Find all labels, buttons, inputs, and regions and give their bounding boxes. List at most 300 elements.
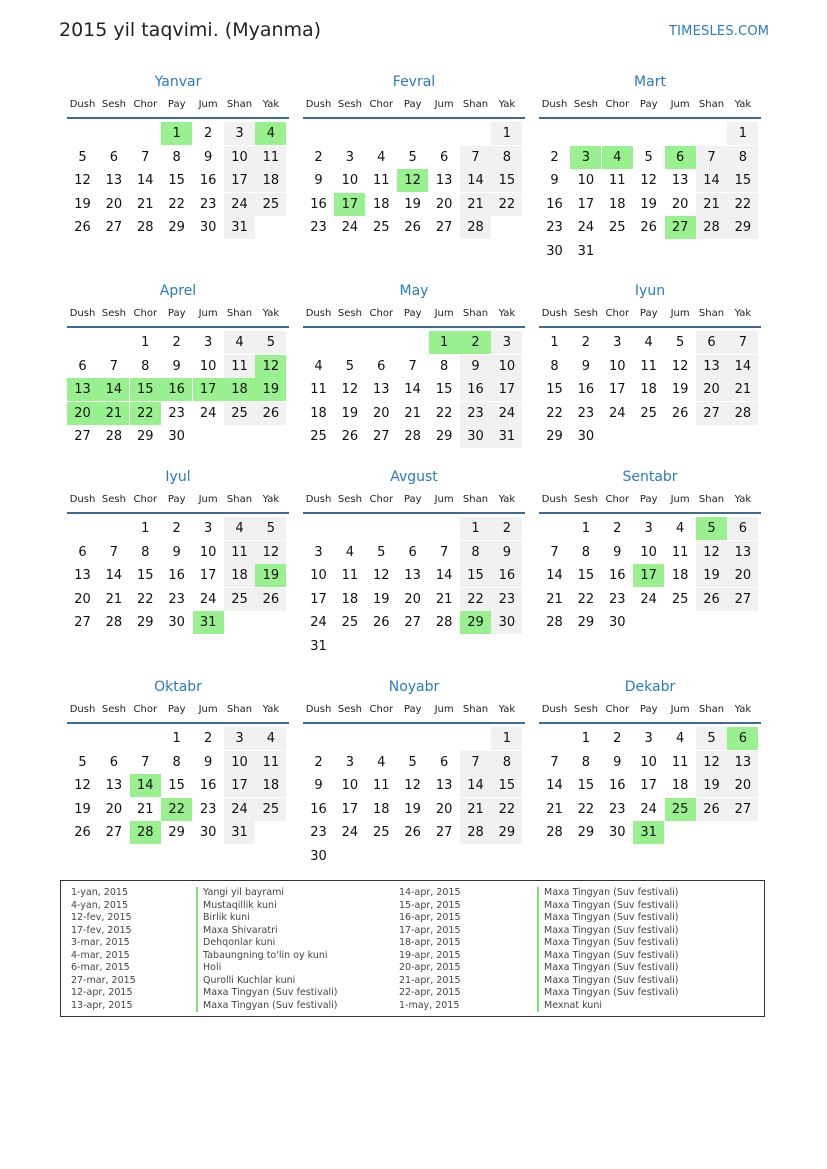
day-cell: 9	[314, 778, 323, 794]
weekday-label: Yak	[734, 99, 752, 110]
day-cell: 11	[373, 778, 390, 794]
day-cell: 21	[696, 193, 727, 216]
day-cell: 7	[460, 146, 491, 169]
day-cell: 24	[199, 405, 217, 421]
day-cell: 17	[609, 382, 626, 398]
day-cell: 31	[224, 821, 255, 844]
day-cell: 10	[491, 355, 522, 378]
day-cell: 28	[460, 821, 491, 844]
day-cell: 9	[550, 173, 559, 189]
legend-date: 21-apr, 2015	[399, 974, 461, 986]
day-cell: 19	[696, 564, 727, 587]
weekday-label: Pay	[167, 704, 186, 715]
day-cell: 22	[727, 193, 758, 216]
day-cell: 26	[640, 220, 657, 236]
day-cell: 2	[613, 731, 622, 746]
weekday-label: Chor	[369, 99, 394, 110]
weekday-label: Sesh	[573, 494, 598, 505]
day-cell: 8	[439, 358, 449, 374]
weekday-label: Yak	[734, 704, 752, 715]
weekday-label: Jum	[198, 494, 218, 505]
weekday-label: Sesh	[101, 494, 126, 505]
weekday-label: Dush	[69, 308, 96, 319]
weekday-label: Pay	[167, 494, 186, 505]
weekday-label: Sesh	[337, 308, 362, 319]
weekday-label: Shan	[226, 704, 253, 715]
day-cell: 10	[640, 754, 657, 770]
day-cell: 12	[373, 568, 390, 584]
day-cell: 6	[696, 331, 727, 354]
day-cell: 25	[310, 429, 327, 445]
day-cell: 12	[341, 382, 359, 398]
day-cell: 14	[404, 382, 421, 398]
day-cell: 2	[613, 521, 622, 536]
day-cell: 7	[408, 358, 417, 374]
legend-date: 12-fev, 2015	[71, 912, 132, 923]
day-cell: 13	[74, 568, 91, 584]
weekday-label: Yak	[262, 494, 280, 505]
weekday-label: Chor	[369, 494, 394, 505]
legend-holiday-name: Yangi yil bayrami	[196, 887, 338, 900]
weekday-label: Jum	[434, 494, 454, 505]
day-cell: 3	[224, 122, 255, 145]
day-cell: 20	[727, 774, 758, 797]
weekday-label: Dush	[305, 99, 332, 110]
weekday-label: Shan	[462, 704, 489, 715]
day-cell: 1	[581, 731, 591, 746]
day-cell: 19	[74, 196, 91, 212]
day-cell: 22	[491, 798, 522, 821]
month-divider	[303, 512, 525, 514]
day-cell: 8	[491, 751, 522, 774]
day-cell: 26	[74, 220, 91, 236]
holiday-day-cell: 31	[633, 821, 664, 844]
day-cell: 12	[74, 778, 91, 794]
weekday-label: Jum	[670, 494, 690, 505]
day-cell: 9	[581, 358, 591, 374]
day-cell: 10	[609, 358, 626, 374]
day-cell: 31	[491, 425, 522, 448]
weekday-label: Yak	[498, 494, 516, 505]
day-cell: 11	[640, 358, 657, 374]
day-cell: 11	[671, 754, 689, 770]
holiday-day-cell: 31	[193, 611, 224, 634]
weekday-label: Pay	[403, 308, 422, 319]
day-cell: 18	[310, 405, 327, 421]
month-name: Fevral	[392, 74, 436, 90]
day-cell: 16	[199, 173, 217, 189]
day-cell: 13	[105, 173, 123, 189]
weekday-label: Dush	[541, 308, 568, 319]
day-cell: 27	[74, 429, 91, 445]
holiday-day-cell: 1	[429, 331, 460, 354]
day-cell: 14	[137, 173, 154, 189]
holiday-day-cell: 12	[397, 169, 428, 192]
weekday-header	[67, 99, 289, 115]
day-cell: 9	[203, 149, 213, 165]
day-cell: 22	[491, 193, 522, 216]
holiday-day-cell: 17	[334, 193, 365, 216]
weekday-label: Dush	[305, 704, 332, 715]
legend-holiday-name: Maxa Tingyan (Suv festivali)	[537, 887, 679, 900]
holiday-day-cell: 13	[67, 378, 98, 401]
month-divider	[303, 326, 525, 328]
day-cell: 15	[577, 778, 595, 794]
weekday-label: Jum	[198, 704, 218, 715]
day-cell: 24	[491, 402, 522, 425]
day-cell: 13	[696, 355, 727, 378]
month-divider	[539, 512, 761, 514]
brand-link[interactable]: TIMESLES.COM	[669, 24, 770, 39]
legend-date: 6-mar, 2015	[71, 962, 130, 973]
day-cell: 28	[105, 429, 123, 445]
day-cell: 30	[168, 429, 185, 445]
day-cell: 27	[74, 615, 91, 631]
holiday-day-cell: 21	[98, 402, 129, 425]
day-cell: 12	[404, 778, 421, 794]
legend-holiday-name: Tabaungning to'lin oy kuni	[196, 950, 338, 963]
day-cell: 20	[404, 591, 421, 607]
day-cell: 31	[310, 639, 327, 654]
day-cell: 20	[105, 801, 123, 817]
legend-holiday-name: Maxa Tingyan (Suv festivali)	[537, 962, 679, 975]
weekday-label: Chor	[133, 99, 158, 110]
day-cell: 25	[609, 220, 626, 236]
holiday-day-cell: 25	[665, 798, 696, 821]
weekday-label: Jum	[434, 99, 454, 110]
month-divider	[67, 722, 289, 724]
legend-date: 1-yan, 2015	[71, 887, 128, 898]
weekday-label: Pay	[167, 308, 186, 319]
day-cell: 20	[727, 564, 758, 587]
day-cell: 30	[460, 425, 491, 448]
weekday-header	[303, 308, 525, 324]
day-cell: 24	[577, 220, 595, 236]
day-cell: 21	[137, 801, 154, 817]
day-cell: 20	[696, 378, 727, 401]
day-cell: 9	[613, 544, 622, 560]
day-cell: 15	[435, 382, 453, 398]
weekday-label: Chor	[133, 704, 158, 715]
day-cell: 1	[141, 521, 150, 536]
holiday-day-cell: 27	[665, 216, 696, 239]
weekday-label: Dush	[541, 704, 568, 715]
holiday-day-cell: 17	[633, 564, 664, 587]
day-cell: 26	[671, 405, 689, 421]
day-cell: 4	[224, 331, 255, 354]
weekday-label: Shan	[698, 704, 725, 715]
day-cell: 18	[373, 196, 390, 212]
day-cell: 21	[435, 591, 453, 607]
day-cell: 15	[168, 778, 185, 794]
day-cell: 15	[491, 774, 522, 797]
day-cell: 6	[727, 517, 758, 540]
weekday-label: Sesh	[573, 704, 598, 715]
day-cell: 12	[671, 358, 689, 374]
day-cell: 17	[577, 196, 595, 212]
weekday-label: Jum	[670, 704, 690, 715]
day-cell: 8	[141, 544, 150, 560]
day-cell: 14	[546, 778, 563, 794]
holiday-day-cell: 16	[161, 378, 192, 401]
day-cell: 14	[435, 568, 453, 584]
weekday-label: Yak	[262, 99, 280, 110]
day-cell: 29	[577, 825, 595, 841]
day-cell: 23	[199, 801, 217, 817]
day-cell: 6	[377, 358, 386, 374]
day-cell: 4	[675, 731, 685, 746]
day-cell: 6	[78, 358, 87, 374]
day-cell: 23	[199, 196, 217, 212]
day-cell: 8	[491, 146, 522, 169]
month-divider	[303, 722, 525, 724]
day-cell: 16	[460, 378, 491, 401]
day-cell: 25	[341, 615, 359, 631]
holiday-day-cell: 29	[460, 611, 491, 634]
day-cell: 29	[137, 615, 154, 631]
day-cell: 23	[491, 588, 522, 611]
weekday-label: Sesh	[337, 99, 362, 110]
day-cell: 28	[460, 216, 491, 239]
month-name: Noyabr	[388, 679, 440, 695]
day-cell: 19	[74, 801, 91, 817]
legend-date: 4-mar, 2015	[71, 949, 130, 961]
day-cell: 10	[310, 568, 327, 584]
weekday-header	[303, 704, 525, 720]
day-cell: 30	[199, 220, 217, 236]
month-divider	[67, 512, 289, 514]
weekday-label: Chor	[605, 704, 630, 715]
day-cell: 25	[373, 220, 390, 236]
day-cell: 2	[203, 126, 213, 141]
month-name: May	[399, 283, 429, 299]
day-cell: 28	[546, 825, 563, 841]
day-cell: 8	[172, 149, 181, 165]
day-cell: 14	[696, 169, 727, 192]
holiday-day-cell: 6	[727, 727, 758, 750]
day-cell: 19	[341, 405, 359, 421]
weekday-label: Shan	[226, 308, 253, 319]
day-cell: 25	[255, 193, 286, 216]
day-cell: 14	[727, 355, 758, 378]
legend-date: 27-mar, 2015	[71, 974, 136, 986]
day-cell: 10	[341, 173, 359, 189]
legend-holiday-name: Maxa Tingyan (Suv festivali)	[537, 925, 679, 938]
weekday-label: Chor	[605, 494, 630, 505]
month-name: Aprel	[159, 283, 197, 299]
legend-holiday-name: Mexnat kuni	[537, 1000, 679, 1013]
day-cell: 4	[255, 727, 286, 750]
day-cell: 9	[460, 355, 491, 378]
day-cell: 4	[345, 544, 355, 560]
weekday-label: Chor	[369, 308, 394, 319]
day-cell: 7	[439, 544, 449, 560]
day-cell: 8	[172, 754, 181, 770]
month-divider	[303, 117, 525, 119]
day-cell: 19	[373, 591, 390, 607]
weekday-header	[67, 704, 289, 720]
day-cell: 14	[546, 568, 563, 584]
weekday-label: Sesh	[337, 494, 362, 505]
holiday-day-cell: 28	[130, 821, 161, 844]
day-cell: 7	[460, 751, 491, 774]
weekday-label: Sesh	[101, 308, 126, 319]
day-cell: 20	[435, 801, 453, 817]
weekday-label: Jum	[198, 308, 218, 319]
day-cell: 27	[727, 798, 758, 821]
month-name: Sentabr	[622, 469, 678, 485]
day-cell: 1	[550, 335, 559, 350]
day-cell: 21	[105, 591, 123, 607]
weekday-label: Dush	[69, 99, 96, 110]
day-cell: 8	[460, 541, 491, 564]
day-cell: 20	[373, 405, 390, 421]
day-cell: 5	[255, 331, 286, 354]
legend-holiday-name: Maxa Tingyan (Suv festivali)	[537, 975, 679, 988]
holiday-day-cell: 12	[255, 355, 286, 378]
day-cell: 28	[727, 402, 758, 425]
day-cell: 24	[341, 220, 359, 236]
day-cell: 30	[546, 244, 563, 259]
day-cell: 23	[168, 591, 185, 607]
day-cell: 27	[373, 429, 390, 445]
day-cell: 23	[609, 801, 626, 817]
day-cell: 29	[491, 821, 522, 844]
day-cell: 15	[491, 169, 522, 192]
day-cell: 14	[105, 568, 123, 584]
weekday-label: Yak	[498, 99, 516, 110]
day-cell: 24	[640, 801, 657, 817]
holiday-day-cell: 5	[696, 517, 727, 540]
weekday-label: Pay	[403, 704, 422, 715]
legend-holiday-name: Holi	[196, 962, 338, 975]
day-cell: 2	[491, 517, 522, 540]
legend-date: 12-apr, 2015	[71, 987, 133, 998]
day-cell: 22	[546, 405, 563, 421]
day-cell: 20	[671, 196, 689, 212]
day-cell: 21	[137, 196, 154, 212]
day-cell: 13	[727, 751, 758, 774]
legend-date: 15-apr, 2015	[399, 899, 461, 911]
day-cell: 1	[727, 122, 758, 145]
day-cell: 17	[640, 778, 657, 794]
day-cell: 11	[671, 544, 689, 560]
day-cell: 22	[577, 591, 595, 607]
day-cell: 28	[404, 429, 421, 445]
day-cell: 26	[373, 615, 390, 631]
day-cell: 22	[577, 801, 595, 817]
day-cell: 7	[550, 544, 559, 560]
weekday-label: Yak	[498, 704, 516, 715]
day-cell: 21	[727, 378, 758, 401]
day-cell: 1	[172, 731, 181, 746]
day-cell: 10	[640, 544, 657, 560]
day-cell: 16	[609, 778, 626, 794]
weekday-label: Pay	[639, 494, 658, 505]
day-cell: 30	[168, 615, 185, 631]
day-cell: 7	[696, 146, 727, 169]
day-cell: 18	[609, 196, 626, 212]
day-cell: 2	[314, 754, 323, 770]
holiday-day-cell: 17	[193, 378, 224, 401]
holiday-day-cell: 4	[602, 146, 633, 169]
day-cell: 6	[408, 544, 417, 560]
holiday-day-cell: 6	[665, 146, 696, 169]
day-cell: 22	[435, 405, 453, 421]
day-cell: 16	[546, 196, 563, 212]
day-cell: 20	[105, 196, 123, 212]
day-cell: 6	[78, 544, 87, 560]
day-cell: 10	[199, 544, 217, 560]
month-divider	[539, 326, 761, 328]
day-cell: 25	[224, 402, 255, 425]
day-cell: 6	[439, 754, 449, 770]
day-cell: 23	[310, 825, 327, 841]
day-cell: 23	[310, 220, 327, 236]
legend-name-column	[196, 887, 338, 1012]
day-cell: 30	[199, 825, 217, 841]
day-cell: 29	[577, 615, 595, 631]
legend-date: 16-apr, 2015	[399, 912, 461, 923]
day-cell: 20	[74, 591, 91, 607]
day-cell: 7	[550, 754, 559, 770]
day-cell: 3	[644, 521, 653, 536]
holiday-day-cell: 3	[570, 146, 601, 169]
day-cell: 5	[345, 358, 355, 374]
holiday-day-cell: 1	[161, 122, 192, 145]
day-cell: 9	[491, 541, 522, 564]
day-cell: 26	[255, 402, 286, 425]
day-cell: 10	[224, 146, 255, 169]
weekday-label: Dush	[541, 494, 568, 505]
day-cell: 24	[224, 798, 255, 821]
month-name: Mart	[634, 74, 666, 90]
day-cell: 18	[341, 591, 359, 607]
legend-holiday-name: Maxa Tingyan (Suv festivali)	[537, 900, 679, 913]
legend-date: 22-apr, 2015	[399, 987, 461, 998]
day-cell: 11	[341, 568, 359, 584]
weekday-label: Jum	[434, 308, 454, 319]
day-cell: 5	[408, 754, 417, 770]
day-cell: 2	[581, 335, 591, 350]
day-cell: 7	[109, 544, 119, 560]
day-cell: 21	[404, 405, 421, 421]
day-cell: 24	[640, 591, 657, 607]
day-cell: 13	[105, 778, 123, 794]
holiday-day-cell: 14	[130, 774, 161, 797]
weekday-label: Shan	[698, 99, 725, 110]
legend-date: 17-apr, 2015	[399, 924, 461, 936]
day-cell: 21	[460, 193, 491, 216]
holiday-day-cell: 14	[98, 378, 129, 401]
weekday-label: Yak	[734, 494, 752, 505]
weekday-header	[303, 494, 525, 510]
weekday-label: Chor	[133, 308, 158, 319]
day-cell: 3	[203, 335, 213, 350]
weekday-header	[67, 308, 289, 324]
day-cell: 15	[168, 173, 185, 189]
day-cell: 10	[224, 751, 255, 774]
day-cell: 3	[224, 727, 255, 750]
legend-holiday-name: Maxa Shivaratri	[196, 925, 338, 938]
month-name: Oktabr	[154, 679, 202, 695]
holiday-legend	[60, 880, 765, 1017]
holiday-day-cell: 15	[130, 378, 161, 401]
day-cell: 23	[168, 405, 185, 421]
weekday-header	[539, 308, 761, 324]
day-cell: 25	[640, 405, 657, 421]
day-cell: 12	[255, 541, 286, 564]
